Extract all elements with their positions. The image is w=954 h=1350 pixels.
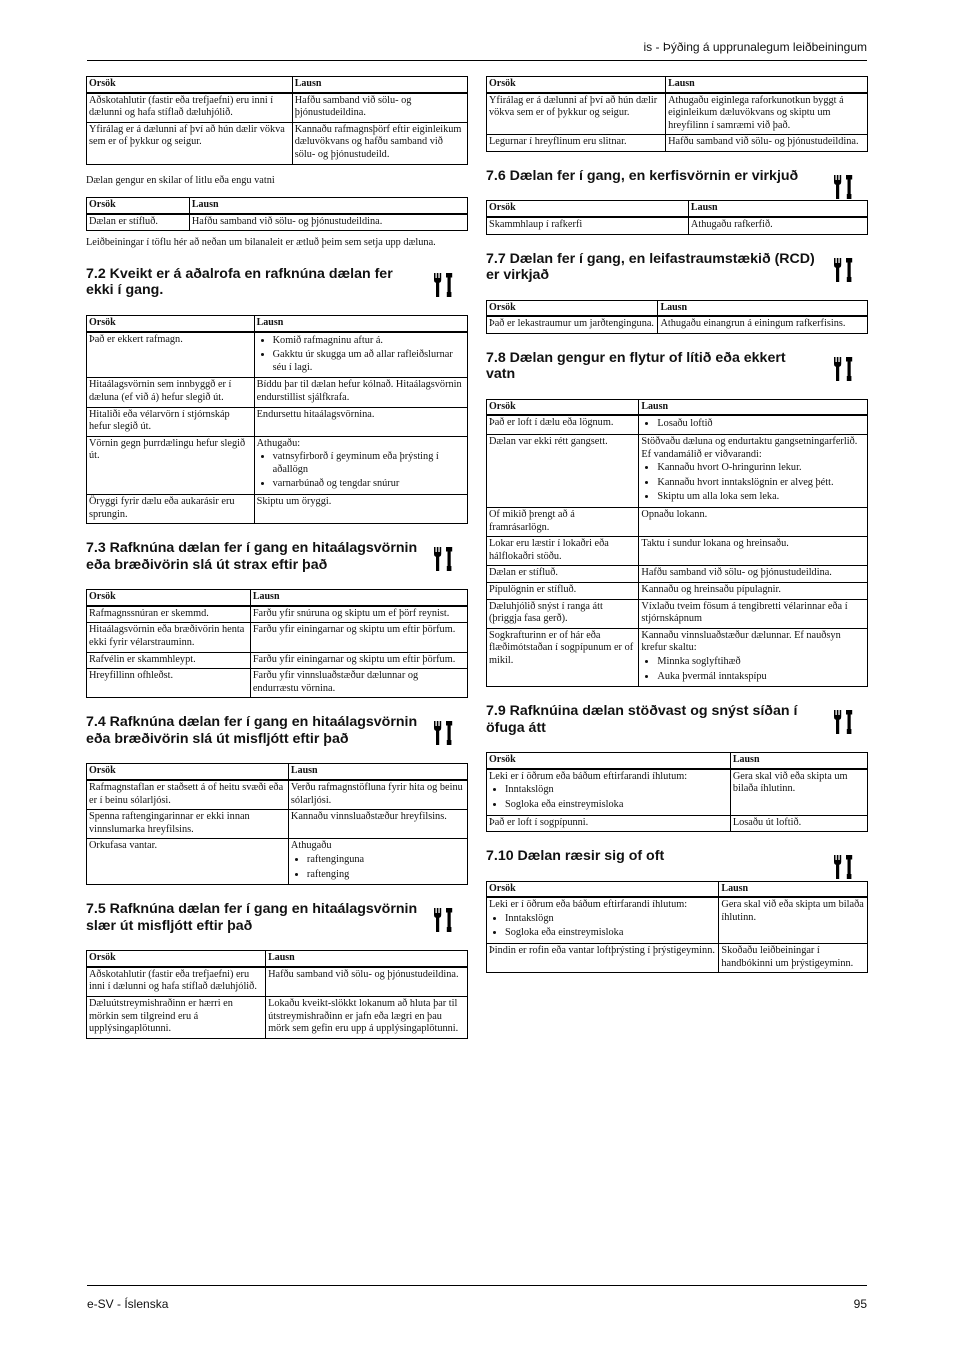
cause-text: Öryggi fyrir dælu eða aukarásir eru sprungin.: [89, 496, 235, 520]
table-row: [487, 135, 868, 152]
header-cause: Orsök: [87, 198, 190, 214]
solution-cell: [639, 508, 868, 537]
cause-text: Leki er í öðrum eða báðum eftirfarandi íhlutum:: [489, 899, 688, 911]
cause-cell: [487, 537, 639, 566]
tools-icon: [432, 907, 456, 933]
cause-text: Hitaliði eða vélarvörn í stjórnskáp hefur slegið út.: [89, 408, 230, 433]
footer-language: e-SV - Íslenska: [87, 1297, 169, 1311]
troubleshooting-table: [486, 399, 868, 687]
solution-text: Hafðu samband við sölu- og þjónustudeildina.: [191, 215, 383, 227]
solution-cell: [730, 769, 867, 815]
tools-icon: [832, 257, 856, 283]
section-heading: [86, 540, 468, 573]
cause-text: Hreyfillinn ofhleðst.: [89, 670, 174, 682]
section-title: 7.3 Rafknúna dælan fer í gang en hitaálagsvörnin eða bræðivörin slá út strax eftir það: [86, 540, 418, 573]
troubleshooting-table: [486, 76, 868, 152]
table-header-row: [87, 590, 468, 606]
section-title: 7.9 Rafknúina dælan stöðvast og snýst síðan í öfuga átt: [486, 703, 798, 736]
table-row: [87, 669, 468, 698]
solution-text: Gera skal við eða skipta um bilaða íhlutinn.: [732, 770, 848, 795]
solution-text: Opnaðu lokann.: [641, 509, 708, 520]
cause-cell: [87, 839, 289, 885]
list-item: • Inntakslögn: [505, 912, 716, 926]
list-item: • Kannaðu hvort inntakslögnin er alveg þétt.: [657, 476, 865, 490]
table-row: [487, 628, 868, 686]
solution-text: Athugaðu eiginlega raforkunotkun byggt á eiginleikum dæluvökvans og skiptu um hreyfilinn í samræmi við það.: [668, 94, 844, 131]
table-head: [87, 764, 468, 780]
header-solution: Lausn: [719, 881, 868, 897]
solution-text: Skiptu um öryggi.: [256, 496, 332, 508]
header-cause: Orsök: [87, 951, 266, 967]
table-row: [487, 943, 868, 972]
section-heading: [86, 714, 468, 747]
table-head: [87, 315, 468, 331]
cause-text: Aðskotahlutir (fastir eða trefjaefni) eru inni í dælunni og hafa stíflað dæluhjólið.: [89, 94, 274, 119]
list-item: • Losaðu loftið: [657, 417, 865, 431]
cause-cell: [87, 967, 266, 997]
list-item: • varnarbúnað og tengdar snúrur: [273, 477, 465, 491]
table-body: [87, 332, 468, 524]
table-row: [87, 810, 468, 839]
cause-cell: [487, 217, 689, 234]
tools-icon: [832, 174, 856, 200]
header-solution: Lausn: [639, 399, 868, 415]
cause-list: [489, 783, 728, 811]
table-body: [87, 214, 468, 231]
list-item: • Komið rafmagninu aftur á.: [273, 334, 465, 348]
solution-text: Hafðu samband við sölu- og þjónustudeildina.: [668, 136, 859, 148]
table-header-row: [87, 951, 468, 967]
troubleshooting-table: [86, 315, 468, 524]
table-header-row: [87, 315, 468, 331]
solution-cell: [639, 435, 868, 508]
left-column: [86, 76, 468, 1045]
solution-text: Farðu yfir snúruna og skiptu um ef þörf reynist.: [252, 607, 450, 619]
table-head: [487, 77, 868, 93]
solution-text: Kannaðu vinnsluaðstæður dælunnar. Ef nauðsyn krefur skaltu:: [641, 629, 841, 654]
cause-text: Yfirálag er á dælunni af því að hún dælir vökva sem er of þykkur og seigur.: [89, 123, 285, 148]
table-body: [487, 217, 868, 234]
header-cause: Orsök: [487, 77, 666, 93]
section-title: 7.8 Dælan gengur en flytur of lítið eða ekkert vatn: [486, 349, 786, 383]
table-body: [87, 93, 468, 164]
section-title: 7.5 Rafknúna dælan fer í gang en hitaálagsvörnin slær út misfljótt eftir það: [86, 901, 418, 934]
table-row: [87, 967, 468, 997]
header-rule: [87, 60, 867, 61]
solution-cell: [288, 839, 467, 885]
cause-cell: [487, 769, 731, 815]
section-heading: [86, 266, 468, 299]
solution-cell: [292, 93, 467, 123]
cause-text: Það er loft í dælu eða lögnum.: [489, 417, 614, 429]
table-row: [87, 652, 468, 669]
solution-text: Verðu rafmagnstöfluna fyrir hita og beinu sólarljósi.: [290, 782, 463, 806]
solution-cell: [250, 623, 467, 652]
table-header-row: [487, 77, 868, 93]
list-item: • raftenging: [307, 868, 465, 882]
note-text: Dælan gengur en skilar of litlu eða engu vatni: [86, 174, 275, 186]
solution-cell: [254, 332, 467, 378]
table-header-row: [487, 300, 868, 316]
section-heading: [486, 703, 868, 736]
table-row: [87, 495, 468, 524]
table-row: [87, 996, 468, 1038]
cause-cell: [487, 897, 719, 943]
table-row: [87, 122, 468, 164]
cause-cell: [87, 407, 255, 436]
list-item: • vatnsyfirborð í geyminum eða þrýsting í aðallögn: [273, 450, 465, 476]
solution-text: Losaðu út loftið.: [732, 816, 802, 828]
header-cause: Orsök: [87, 315, 255, 331]
table-row: [487, 316, 868, 333]
table-head: [487, 881, 868, 897]
cause-text: Pípulögnin er stífluð.: [489, 583, 577, 595]
footer-rule: [87, 1285, 867, 1286]
solution-text: Endursettu hitaálagsvörnina.: [256, 408, 375, 420]
solution-cell: [189, 214, 467, 231]
cause-text: Vörnin gegn þurrdælingu hefur slegið út.: [89, 437, 246, 462]
solution-cell: [266, 967, 468, 997]
table-row: [487, 897, 868, 943]
tools-icon: [832, 709, 856, 735]
page-header: is - Þýðing á upprunalegum leiðbeiningum: [643, 40, 867, 54]
table-row: [87, 839, 468, 885]
solution-cell: [666, 135, 868, 152]
solution-list: [257, 334, 465, 375]
cause-cell: [87, 122, 293, 164]
solution-text: Hafðu samband við sölu- og þjónustudeildina.: [641, 567, 832, 579]
table-head: [487, 753, 868, 769]
cause-text: Hitaálagsvörnin sem innbyggð er í dæluna (ef við á) hefur slegið út.: [89, 379, 232, 403]
cause-text: Of mikið þrengt að á framrásarlögn.: [489, 509, 575, 533]
troubleshooting-table: [486, 300, 868, 334]
header-cause: Orsök: [87, 590, 251, 606]
header-cause: Orsök: [87, 77, 293, 93]
solution-cell: [250, 652, 467, 669]
header-solution: Lausn: [658, 300, 868, 316]
list-item: • raftenginguna: [307, 853, 465, 867]
table-head: [87, 198, 468, 214]
solution-text: Lokaðu kveikt-slökkt lokanum að hluta þar til útstreymishraðinn er jafn eða lægri en þau mörk sem gefin eru upp á upplýsingaplötunni.: [268, 997, 459, 1035]
table-body: [87, 967, 468, 1038]
section-title: 7.2 Kveikt er á aðalrofa en rafknúna dælan fer ekki í gang.: [86, 265, 393, 299]
solution-text: Athugaðu: [290, 840, 332, 852]
table-row: [487, 217, 868, 234]
cause-text: Dælan er stífluð.: [489, 567, 558, 579]
list-item: • Inntakslögn: [505, 783, 728, 797]
cause-text: Orkufasa vantar.: [89, 840, 158, 852]
list-item: • Skiptu um alla loka sem leka.: [657, 490, 865, 504]
table-row: [487, 508, 868, 537]
solution-text: Farðu yfir einingarnar og skiptu um eftir þörfum.: [252, 624, 456, 636]
solution-cell: [688, 217, 867, 234]
header-solution: Lausn: [288, 764, 467, 780]
table-row: [487, 599, 868, 628]
section-title: 7.10 Dælan ræsir sig of oft: [486, 848, 665, 865]
solution-cell: [639, 566, 868, 583]
header-solution: Lausn: [254, 315, 467, 331]
header-cause: Orsök: [487, 881, 719, 897]
cause-cell: [87, 93, 293, 123]
table-body: [487, 93, 868, 152]
cause-cell: [487, 93, 666, 135]
troubleshooting-table: [486, 752, 868, 832]
table-row: [87, 780, 468, 810]
list-item: • Sogloka eða einstreymisloka: [505, 798, 728, 812]
solution-cell: [719, 943, 868, 972]
solution-cell: [666, 93, 868, 135]
solution-cell: [250, 669, 467, 698]
solution-cell: [639, 537, 868, 566]
table-head: [87, 951, 468, 967]
header-cause: Orsök: [487, 300, 658, 316]
solution-cell: [292, 122, 467, 164]
table-header-row: [487, 399, 868, 415]
tools-icon: [432, 720, 456, 746]
section-title: 7.4 Rafknúna dælan fer í gang en hitaálagsvörnin eða bræðivörin slá út misfljótt eftir það: [86, 714, 418, 747]
header-solution: Lausn: [250, 590, 467, 606]
header-cause: Orsök: [487, 399, 639, 415]
table-row: [87, 623, 468, 652]
solution-list: [641, 655, 865, 683]
cause-cell: [87, 495, 255, 524]
table-row: [487, 769, 868, 815]
table-header-row: [487, 881, 868, 897]
table-body: [487, 316, 868, 333]
cause-text: Leki er í öðrum eða báðum eftirfarandi íhlutum:: [489, 770, 688, 782]
table-head: [87, 77, 468, 93]
solution-cell: [254, 378, 467, 407]
troubleshooting-table: [86, 589, 468, 698]
solution-list: [257, 450, 465, 491]
table-row: [487, 435, 868, 508]
solution-text: Taktu í sundur lokana og hreinsaðu.: [641, 538, 789, 550]
tools-icon: [432, 546, 456, 572]
note-text: Leiðbeiningar í töflu hér að neðan um bilanaleit er ætluð þeim sem setja upp dæluna.: [86, 237, 436, 249]
header-cause: Orsök: [487, 753, 731, 769]
list-item: • Sogloka eða einstreymisloka: [505, 926, 716, 940]
solution-text: Stöðvaðu dæluna og endurtaktu gangsetningarferlið. Ef vandamálið er viðvarandi:: [641, 436, 858, 460]
section-heading: [486, 848, 868, 865]
cause-cell: [87, 652, 251, 669]
table-row: [87, 407, 468, 436]
solution-cell: [639, 415, 868, 434]
cause-text: Dæluútstreymishraðinn er hærri en mörkin sem tilgreind eru á upplýsingaplötunni.: [89, 997, 233, 1035]
solution-list: [641, 461, 865, 504]
solution-cell: [639, 628, 868, 686]
cause-cell: [487, 628, 639, 686]
cause-cell: [87, 214, 190, 231]
table-body: [487, 897, 868, 972]
solution-cell: [658, 316, 868, 333]
table-row: [87, 436, 468, 494]
solution-cell: [254, 407, 467, 436]
table-header-row: [487, 753, 868, 769]
solution-cell: [288, 780, 467, 810]
solution-text: Athugaðu rafkerfið.: [690, 219, 773, 231]
list-item: • Auka þvermál inntakspípu: [657, 670, 865, 684]
solution-text: Athugaðu einangrun á einingum rafkerfisins.: [660, 318, 846, 330]
cause-cell: [87, 623, 251, 652]
section-heading: [86, 901, 468, 934]
solution-text: Kannaðu vinnsluaðstæður hreyfilsins.: [290, 811, 447, 823]
solution-cell: [288, 810, 467, 839]
header-solution: Lausn: [189, 198, 467, 214]
solution-text: Kannaðu og hreinsaðu pípulagnir.: [641, 583, 781, 595]
header-solution: Lausn: [688, 201, 867, 217]
cause-cell: [487, 135, 666, 152]
tools-icon: [432, 272, 456, 298]
cause-cell: [487, 566, 639, 583]
list-item: • Minnka soglyftihæð: [657, 655, 865, 669]
cause-cell: [87, 780, 289, 810]
cause-text: Dæluhjólið snýst í ranga átt (þriggja fasa gerð).: [489, 600, 603, 625]
cause-cell: [87, 669, 251, 698]
troubleshooting-table: [86, 197, 468, 231]
table-row: [487, 537, 868, 566]
section-heading: [486, 251, 868, 284]
table-row: [487, 415, 868, 434]
troubleshooting-table: [486, 200, 868, 234]
cause-text: Það er ekkert rafmagn.: [89, 333, 183, 345]
troubleshooting-table: [86, 950, 468, 1039]
solution-text: Gera skal við eða skipta um bilaða íhlutinn.: [721, 899, 864, 923]
solution-text: Skoðaðu leiðbeiningar í handbókinni um þrýstigeyminn.: [721, 944, 854, 969]
cause-cell: [487, 599, 639, 628]
cause-text: Þindin er rofin eða vantar loftþrýsting í þrýstigeyminn.: [489, 944, 715, 956]
header-solution: Lausn: [666, 77, 868, 93]
solution-cell: [639, 599, 868, 628]
cause-cell: [487, 508, 639, 537]
solution-list: [641, 417, 865, 431]
cause-text: Yfirálag er á dælunni af því að hún dælir vökva sem er of þykkur og seigur.: [489, 94, 658, 119]
header-solution: Lausn: [266, 951, 468, 967]
solution-text: Athugaðu:: [256, 437, 301, 449]
cause-cell: [487, 815, 731, 832]
cause-text: Það er lekastraumur um jarðtenginguna.: [489, 318, 654, 330]
solution-cell: [719, 897, 868, 943]
header-cause: Orsök: [87, 764, 289, 780]
cause-cell: [87, 996, 266, 1038]
cause-text: Rafmagnstaflan er staðsett á of heitu svæði eða er í beinu sólarljósi.: [89, 782, 284, 806]
table-body: [87, 606, 468, 698]
troubleshooting-table: [486, 881, 868, 974]
table-header-row: [87, 77, 468, 93]
cause-list: [489, 912, 716, 940]
cause-text: Skammhlaup í rafkerfi: [489, 219, 583, 231]
solution-cell: [730, 815, 867, 832]
solution-cell: [639, 582, 868, 599]
header-cause: Orsök: [487, 201, 689, 217]
table-body: [487, 415, 868, 686]
section-title: 7.6 Dælan fer í gang, en kerfisvörnin er virkjuð: [486, 167, 799, 184]
cause-cell: [87, 378, 255, 407]
solution-text: Kannaðu rafmagnsþörf eftir eiginleikum dæluvökvans og hafðu samband við sölu- og þjónustudeild.: [294, 123, 462, 160]
cause-text: Lokar eru læstir í lokaðri eða hálflokaðri stöðu.: [489, 538, 609, 562]
tools-icon: [832, 854, 856, 880]
tools-icon: [832, 356, 856, 382]
table-row: [87, 93, 468, 123]
solution-cell: [254, 436, 467, 494]
cause-text: Hitaálagsvörnin eða bræðivörin henta ekki fyrir vélarstrauminn.: [89, 624, 245, 649]
list-item: • Gakktu úr skugga um að allar rafleiðslurnar séu í lagi.: [273, 348, 465, 374]
cause-text: Spenna raftengingarinnar er ekki innan vinnslumarka hreyfilsins.: [89, 811, 250, 835]
header-solution: Lausn: [730, 753, 867, 769]
page-number: 95: [853, 1297, 867, 1311]
solution-text: Hafðu samband við sölu- og þjónustudeildina.: [294, 94, 412, 119]
cause-cell: [487, 943, 719, 972]
solution-text: Bíddu þar til dælan hefur kólnað. Hitaálagsvörnin endurstillist sjálfkrafa.: [256, 379, 462, 403]
cause-cell: [487, 415, 639, 434]
section-heading: [486, 350, 868, 383]
table-row: [487, 582, 868, 599]
troubleshooting-table: [86, 763, 468, 885]
table-row: [87, 378, 468, 407]
table-header-row: [87, 764, 468, 780]
solution-text: Víxlaðu tveim fösum á tengibretti vélarinnar eða í stjórnskápnum: [641, 600, 848, 625]
cause-cell: [487, 316, 658, 333]
solution-cell: [254, 495, 467, 524]
section-title: 7.7 Dælan fer í gang, en leifastraumstækið (RCD) er virkjað: [486, 250, 815, 284]
cause-cell: [87, 606, 251, 623]
table-body: [487, 769, 868, 832]
cause-text: Dælan er stífluð.: [89, 215, 158, 227]
table-head: [487, 201, 868, 217]
table-row: [87, 332, 468, 378]
table-head: [487, 399, 868, 415]
table-head: [87, 590, 468, 606]
table-row: [487, 93, 868, 135]
cause-cell: [87, 436, 255, 494]
cause-cell: [87, 332, 255, 378]
cause-text: Það er loft í sogpípunni.: [489, 816, 589, 828]
solution-text: Farðu yfir vinnsluaðstæður dælunnar og endurræstu vörnina.: [252, 670, 419, 694]
solution-cell: [266, 996, 468, 1038]
solution-list: [291, 853, 465, 881]
section-heading: [486, 168, 868, 185]
cause-cell: [487, 582, 639, 599]
table-row: [487, 815, 868, 832]
cause-cell: [487, 435, 639, 508]
cause-text: Aðskotahlutir (fastir eða trefjaefni) eru inni í dælunni og hafa stíflað dæluhjólið.: [89, 968, 257, 993]
table-head: [487, 300, 868, 316]
table-header-row: [87, 198, 468, 214]
solution-text: Hafðu samband við sölu- og þjónustudeildina.: [268, 968, 459, 980]
table-body: [87, 780, 468, 885]
table-row: [87, 606, 468, 623]
cause-cell: [87, 810, 289, 839]
table-row: [487, 566, 868, 583]
solution-text: Farðu yfir einingarnar og skiptu um eftir þörfum.: [252, 653, 456, 665]
cause-text: Sogkrafturinn er of hár eða flæðimótstaðan í sogpípunum er of mikil.: [489, 629, 634, 666]
cause-text: Legurnar í hreyflinum eru slitnar.: [489, 136, 627, 148]
header-solution: Lausn: [292, 77, 467, 93]
table-header-row: [487, 201, 868, 217]
list-item: • Kannaðu hvort O-hringurinn lekur.: [657, 461, 865, 475]
cause-text: Dælan var ekki rétt gangsett.: [489, 436, 608, 448]
table-row: [87, 214, 468, 231]
right-column: [486, 76, 868, 979]
troubleshooting-table: [86, 76, 468, 165]
solution-cell: [250, 606, 467, 623]
cause-text: Rafvélin er skammhleypt.: [89, 653, 196, 665]
cause-text: Rafmagnssnúran er skemmd.: [89, 607, 209, 619]
